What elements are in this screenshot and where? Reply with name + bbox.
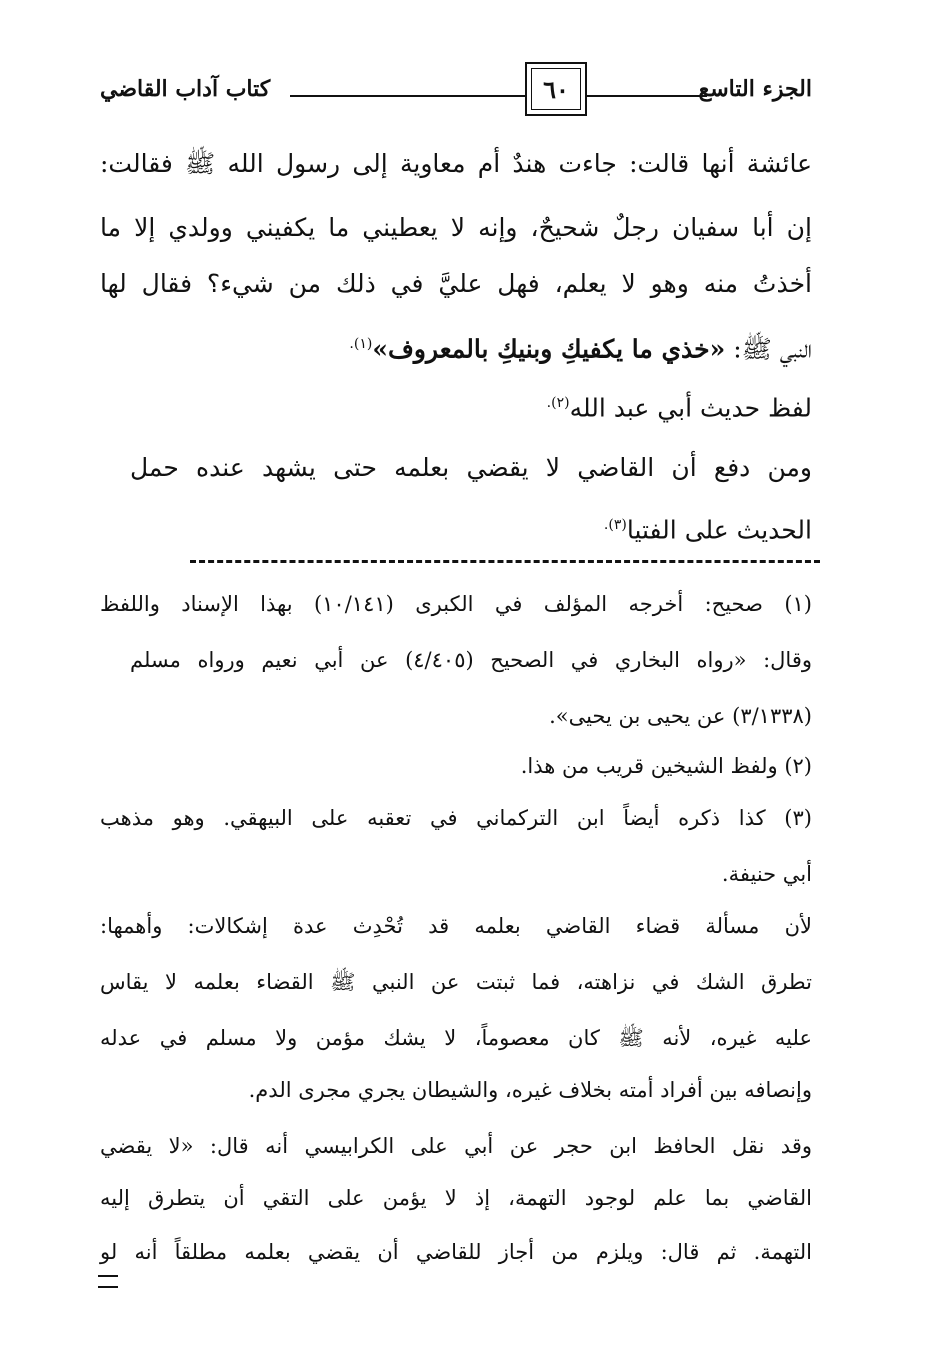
text-line [100, 507, 812, 548]
header-rule-left [290, 95, 525, 97]
text-segment: النبي ﷺ: [725, 334, 812, 364]
footnote-line: أبي حنيفة. [721, 862, 812, 886]
footnote-line: وقال: «رواه البخاري في الصحيح (٤/٤٠٥) عن أبي نعيم ورواه مسلم [130, 648, 813, 672]
text-line [130, 385, 812, 426]
page-number: ٦٠ [525, 62, 587, 116]
footnote-line: لأن مسألة قضاء القاضي بعلمه قد تُحْدِث عدة إشكالات: وأهمها: [100, 914, 812, 938]
footnote-line: القاضي بما علم لوجود التهمة، إذ لا يؤمن على التقي أن يتطرق إليه [100, 1186, 812, 1210]
text-line: عائشة أنها قالت: جاءت هندٌ أم معاوية إلى رسول الله ﷺ فقالت: [100, 149, 812, 178]
text-line: ومن دفع أن القاضي لا يقضي بعلمه حتى يشهد عنده حمل [130, 453, 812, 482]
text-line [100, 326, 812, 367]
footnote-line: (١) صحيح: أخرجه المؤلف في الكبرى (١٠/١٤١) بهذا الإسناد واللفظ [100, 592, 812, 616]
footnote-line: عليه غيره، لأنه ﷺ كان معصوماً، لا يشك مؤمن ولا مسلم في عدله [100, 1026, 812, 1050]
text-segment: لفظ حديث أبي عبد الله [569, 393, 812, 423]
footnote-line: التهمة. ثم قال: ويلزم من أجاز للقاضي أن يقضي بعلمه مطلقاً أنه لو [100, 1240, 812, 1264]
footnote-line: تطرق الشك في نزاهته، فما ثبتت عن النبي ﷺ القضاء بعلمه لا يقاس [100, 970, 812, 994]
footnote-ref: (٢). [546, 395, 570, 411]
footnote-line: (٢) ولفظ الشيخين قريب من هذا. [520, 754, 812, 778]
volume-title: الجزء التاسع [698, 76, 812, 102]
hadith-quote: «خذي ما يكفيكِ وبنيكِ بالمعروف» [372, 334, 726, 364]
text-line: إن أبا سفيان رجلٌ شحيحٌ، وإنه لا يعطيني ما يكفيني وولدي إلا ما [100, 213, 812, 242]
footnote-line: (٣/١٣٣٨) عن يحيى بن يحيى». [549, 704, 812, 728]
footnote-ref: (١). [349, 336, 373, 352]
footnote-ref: (٣). [603, 517, 627, 533]
footnote-line: وقد نقل الحافظ ابن حجر عن أبي على الكرابيسي أنه قال: «لا يقضي [100, 1134, 812, 1158]
header-rule-right [587, 95, 707, 97]
running-header [100, 62, 812, 120]
text-segment: الحديث على الفتيا [626, 515, 812, 545]
footnote-line: وإنصافه بين أفراد أمته بخلاف غيره، والشيطان يجري مجرى الدم. [248, 1078, 812, 1102]
footnote-separator [190, 560, 820, 563]
continuation-mark [98, 1275, 118, 1288]
book-title: كتاب آداب القاضي [100, 76, 271, 102]
footnote-line: (٣) كذا ذكره أيضاً ابن التركماني في تعقبه على البيهقي. وهو مذهب [100, 806, 812, 830]
text-line: أخذتُ منه وهو لا يعلم، فهل عليَّ في ذلك من شيء؟ فقال لها [100, 269, 812, 298]
